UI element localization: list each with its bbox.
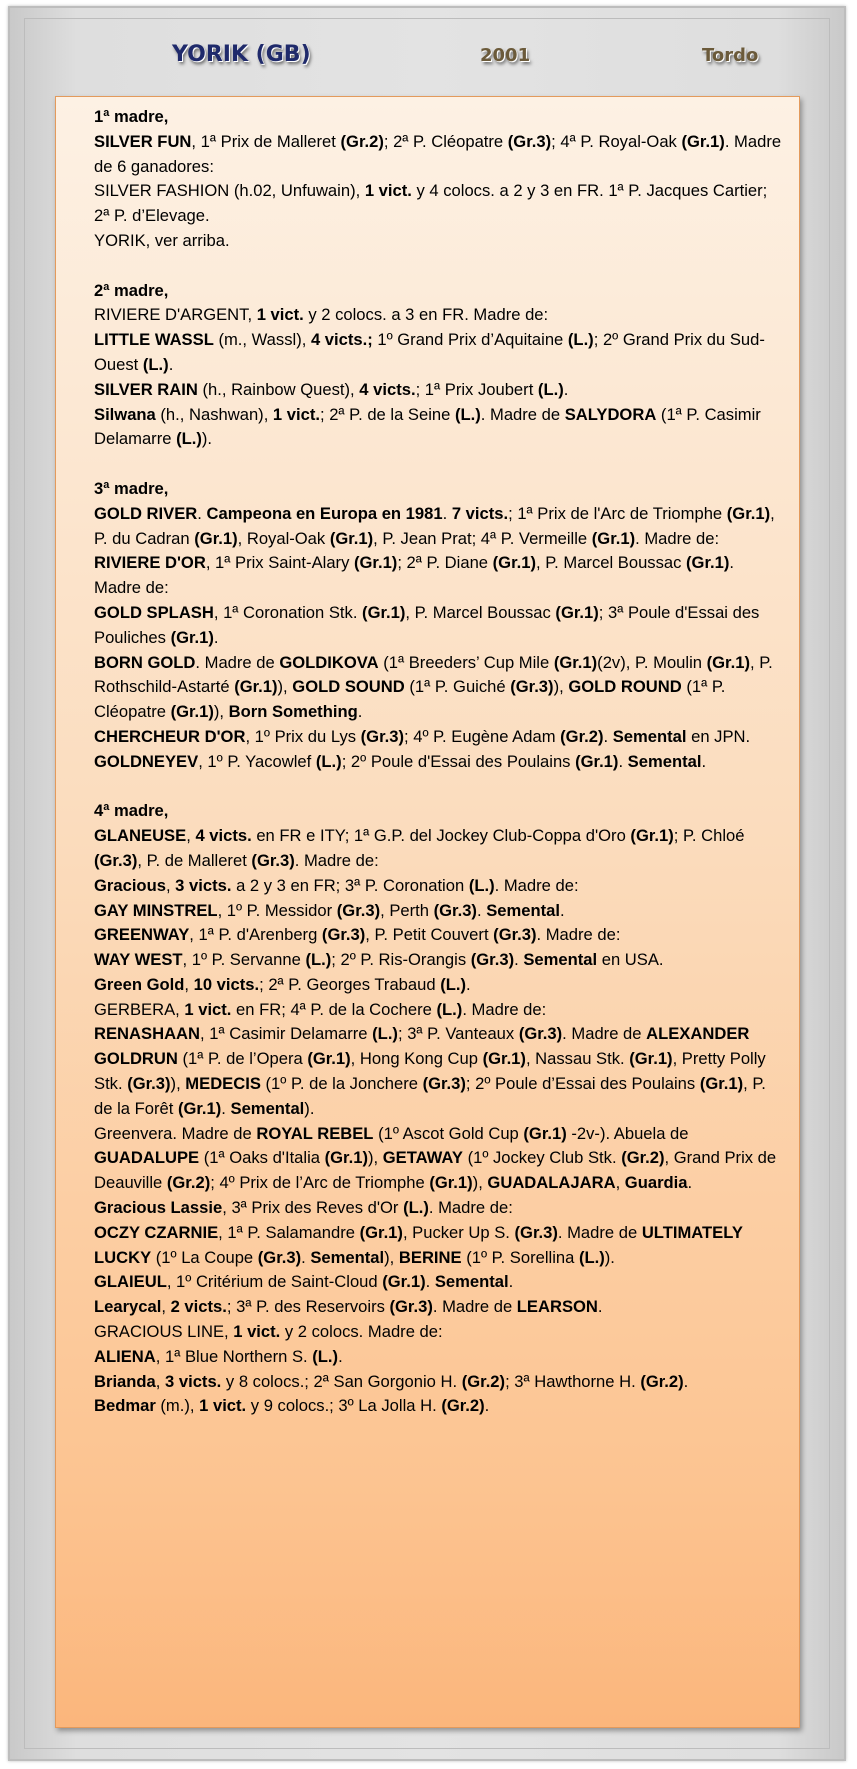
pedigree-line (94, 725, 784, 750)
bold-text: ULTIMATELY LUCKY (94, 1222, 743, 1267)
bold-text: (Gr.1) (630, 826, 674, 846)
text: . Madre de: (536, 925, 621, 945)
pedigree-line (94, 651, 784, 725)
bold-text: (Gr.1) (591, 528, 636, 548)
text: ; 3ª P. des Reservoirs (226, 1297, 390, 1317)
bold-text: (Gr.1) (307, 1049, 351, 1069)
pedigree-line (94, 1022, 784, 1121)
text: ; 3ª P. Vanteaux (397, 1024, 519, 1044)
bold-text: 1 vict. (272, 404, 320, 424)
text: ; 2º Poule d'Essai des Poulains (341, 751, 576, 771)
bold-text: (Gr.1) (362, 602, 406, 622)
text: (h., Nashwan), (155, 404, 273, 424)
bold-text: (Gr.1) (353, 553, 398, 573)
pedigree-line (94, 899, 784, 924)
text: , Nassau Stk. (525, 1049, 630, 1069)
pedigree-line (94, 1295, 784, 1320)
text: . (563, 379, 569, 399)
bold-text: Learycal (94, 1297, 162, 1317)
bold-text: SALYDORA (564, 404, 657, 424)
pedigree-line (94, 179, 784, 229)
bold-text: (L.) (468, 875, 495, 895)
text: . (683, 1371, 689, 1391)
pedigree-line (94, 551, 784, 601)
text: ; 2º Grand Prix du Sud-Ouest (94, 330, 765, 374)
text: (1ª P. Cléopatre (94, 677, 726, 722)
text: . (197, 503, 207, 523)
text: . Madre de: (462, 999, 547, 1019)
bold-text: (Gr.2) (621, 1148, 665, 1168)
text: , 1ª Blue Northern S. (155, 1346, 313, 1366)
text: ; 2ª P. Georges Trabaud (259, 974, 441, 994)
text: . (442, 503, 452, 523)
bold-text: (Gr.1) (555, 602, 599, 622)
text: , P. Rothschild-Astarté (94, 652, 773, 697)
bold-text: (L.) (372, 1024, 398, 1044)
text: , 1º Critérium de Saint-Cloud (166, 1272, 383, 1292)
pedigree-line (94, 1394, 784, 1419)
pedigree-line (94, 998, 784, 1023)
text: ). (604, 1247, 615, 1267)
text: ), (384, 1247, 399, 1267)
text: ; 3ª Hawthorne H. (505, 1371, 641, 1391)
bold-text: 1 vict. (256, 305, 304, 325)
text: GRACIOUS LINE, (94, 1322, 234, 1342)
section-gap (94, 254, 784, 279)
text: . (425, 1272, 435, 1292)
bold-text: Guardia (624, 1173, 688, 1193)
bold-text: (Gr.1) (382, 1272, 426, 1292)
bold-text: (L.) (454, 404, 481, 424)
text: , (615, 1173, 625, 1193)
text: en FR; 4ª P. de la Cochere (231, 999, 437, 1019)
bold-text: (L.) (305, 950, 332, 970)
text: , Royal-Oak (237, 528, 330, 548)
text: . (221, 1098, 231, 1118)
bold-text: (L.) (142, 354, 169, 374)
bold-text: Semental (523, 950, 598, 970)
text: ; 4º Prix de l’Arc de Triomphe (210, 1173, 430, 1193)
bold-text: (L.) (567, 330, 594, 350)
text: (1ª Breeders’ Cup Mile (378, 652, 554, 672)
bold-text: 10 victs. (193, 974, 260, 994)
bold-text: Bedmar (94, 1396, 156, 1416)
bold-text: GOLD SPLASH (94, 602, 214, 622)
bold-text: GAY MINSTREL (94, 900, 218, 920)
bold-text: (Gr.3) (507, 131, 552, 151)
bold-text: (Gr.1) (429, 1173, 473, 1193)
bold-text: GOLD SOUND (292, 677, 405, 697)
bold-text: (Gr.3) (360, 726, 404, 746)
bold-text: 3 victs. (175, 875, 232, 895)
section-title: 3ª madre, (94, 478, 169, 498)
text: ), (472, 1173, 488, 1193)
bold-text: (Gr.2) (640, 1371, 684, 1391)
text: . (466, 974, 471, 994)
pedigree-line (94, 973, 784, 998)
bold-text: 1 vict. (233, 1322, 281, 1342)
pedigree-line (94, 1196, 784, 1221)
text: . (484, 1396, 490, 1416)
bold-text: (Gr.2) (340, 131, 384, 151)
text: a 2 y 3 en FR; 3ª P. Coronation (231, 875, 469, 895)
text: . (559, 900, 565, 920)
section-title: 2ª madre, (94, 280, 169, 300)
bold-text: GOLD ROUND (568, 677, 682, 697)
bold-text: (Gr.3) (470, 950, 515, 970)
bold-text: GUADALUPE (94, 1148, 200, 1168)
bold-text: (Gr.3) (493, 925, 537, 945)
bold-text: (L.) (403, 1198, 429, 1218)
text: . (687, 1173, 693, 1193)
text: . Madre de (557, 1222, 642, 1242)
pedigree-panel (55, 96, 800, 1728)
section-title: 1ª madre, (94, 107, 169, 126)
bold-text: ALEXANDER GOLDRUN (94, 1024, 750, 1069)
text: ), (277, 677, 293, 697)
bold-text: (L.) (436, 999, 463, 1019)
bold-text: (Gr.1) (706, 652, 750, 672)
text: , P. de la Forêt (94, 1074, 766, 1118)
bold-text: (Gr.2) (560, 726, 604, 746)
bold-text: (L.) (440, 974, 467, 994)
bold-text: (Gr.1) (194, 528, 238, 548)
text: ; 2ª P. de la Seine (319, 404, 455, 424)
text: , (184, 974, 194, 994)
bold-text: (Gr.3) (422, 1074, 466, 1094)
text: ; 4º P. Eugène Adam (404, 726, 561, 746)
bold-text: (L.) (537, 379, 564, 399)
text: en JPN. (686, 726, 751, 746)
bold-text: Gracious Lassie (94, 1198, 223, 1218)
bold-text: Gracious (94, 875, 166, 895)
text: , 3ª Prix des Reves d'Or (222, 1198, 404, 1218)
text: y 2 colocs. a 3 en FR. Madre de: (303, 305, 549, 325)
text: GERBERA, (94, 999, 185, 1019)
bold-text: (Gr.1) (359, 1222, 403, 1242)
text: ; 1ª Prix Joubert (415, 379, 538, 399)
text: . Madre de: (428, 1198, 513, 1218)
bold-text: (Gr.1) (170, 627, 214, 647)
text: -2v-). Abuela de (566, 1123, 689, 1143)
pedigree-content (94, 105, 784, 1419)
bold-text: ALIENA (94, 1346, 156, 1366)
bold-text: (Gr.1) (686, 553, 730, 573)
text: 1º Grand Prix d’Aquitaine (372, 330, 568, 350)
bold-text: Born Something (228, 702, 358, 722)
text: . (618, 751, 628, 771)
bold-text: OCZY CZARNIE (94, 1222, 219, 1242)
text: ; P. Chloé (673, 826, 745, 846)
pedigree-line (94, 948, 784, 973)
bold-text: 1 vict. (184, 999, 232, 1019)
bold-text: Silwana (94, 404, 156, 424)
text: , P. Petit Couvert (365, 925, 494, 945)
text: , (165, 875, 176, 895)
text: , 1º P. Servanne (182, 950, 306, 970)
bold-text: LITTLE WASSL (94, 330, 214, 350)
text: . (603, 726, 613, 746)
bold-text: 1 vict. (364, 181, 412, 201)
text: YORIK, ver arriba. (94, 230, 230, 250)
text: , (161, 1297, 171, 1317)
text: (1º La Coupe (151, 1247, 258, 1267)
bold-text: 3 victs. (165, 1371, 222, 1391)
text: . (476, 900, 487, 920)
text: y 2 colocs. Madre de: (280, 1322, 443, 1342)
bold-text: (Gr.1) (329, 528, 374, 548)
text: ; 2º Poule d’Essai des Poulains (465, 1074, 700, 1094)
text: ; 2ª P. Diane (397, 553, 493, 573)
bold-text: (Gr.1) (324, 1148, 368, 1168)
bold-text: GUADALAJARA (487, 1173, 616, 1193)
bold-text: 1 vict. (199, 1396, 247, 1416)
pedigree-line (94, 403, 784, 453)
text: . (301, 1247, 311, 1267)
text: ; 3ª Poule d'Essai des Pouliches (94, 602, 760, 647)
bold-text: WAY WEST (94, 950, 183, 970)
text: Greenvera. Madre de (94, 1123, 257, 1143)
bold-text: GOLDNEYEV (94, 751, 199, 771)
bold-text: (Gr.1) (492, 553, 536, 573)
bold-text: GLAIEUL (94, 1272, 167, 1292)
bold-text: Semental (230, 1098, 305, 1118)
bold-text: CHERCHEUR D'OR (94, 726, 246, 746)
pedigree-line (94, 923, 784, 948)
text: y 4 colocs. a 2 y 3 en FR. 1ª P. Jacques Cartier; 2ª P. d’Elevage. (94, 181, 768, 226)
pedigree-line (94, 824, 784, 874)
text: , Hong Kong Cup (350, 1049, 483, 1069)
bold-text: Semental (612, 726, 687, 746)
bold-text: BORN GOLD (94, 652, 196, 672)
bold-text: (L.) (312, 1346, 339, 1366)
pedigree-line (94, 378, 784, 403)
bold-text: RIVIERE D'OR (94, 553, 206, 573)
pedigree-line (94, 1122, 784, 1196)
text: . Madre de: (94, 553, 734, 598)
text: . (508, 1272, 514, 1292)
text: , P. Marcel Boussac (536, 553, 687, 573)
pedigree-line (94, 1270, 784, 1295)
text: ), (170, 1074, 186, 1094)
text: . Madre de 6 ganadores: (94, 131, 782, 176)
text: (1º Jockey Club Stk. (462, 1148, 622, 1168)
bold-text: (Gr.3) (321, 925, 366, 945)
text: , (155, 1371, 166, 1391)
text: , Pucker Up S. (402, 1222, 515, 1242)
bold-text: (Gr.2) (166, 1173, 211, 1193)
text: (1ª P. Guiché (404, 677, 511, 697)
text: , Grand Prix de Deauville (94, 1148, 777, 1193)
pedigree-line (94, 328, 784, 378)
bold-text: (L.) (578, 1247, 605, 1267)
bold-text: RENASHAAN (94, 1024, 201, 1044)
text: y 9 colocs.; 3º La Jolla H. (246, 1396, 442, 1416)
text: . Madre de (562, 1024, 647, 1044)
bold-text: (Gr.1) (482, 1049, 526, 1069)
bold-text: (Gr.3) (389, 1297, 433, 1317)
bold-text: (Gr.3) (257, 1247, 302, 1267)
pedigree-line (94, 1320, 784, 1345)
bold-text: (Gr.1) (575, 751, 619, 771)
pedigree-line (94, 1345, 784, 1370)
text: , 1ª P. d'Arenberg (189, 925, 322, 945)
text: ), (367, 1148, 383, 1168)
bold-text: Semental (627, 751, 702, 771)
bold-text: (L.) (315, 751, 342, 771)
bold-text: SILVER FUN (94, 131, 192, 151)
text: (1ª Oaks d'Italia (199, 1148, 325, 1168)
pedigree-line (94, 1221, 784, 1271)
text: ), (553, 677, 569, 697)
text: . (213, 627, 219, 647)
bold-text: (Gr.1) (177, 1098, 222, 1118)
pedigree-line (94, 229, 784, 254)
text: . Madre de: (494, 875, 579, 895)
text: , P. du Cadran (94, 503, 775, 548)
bold-text: Brianda (94, 1371, 156, 1391)
text: . (514, 950, 524, 970)
text: ; 2º P. Ris-Orangis (331, 950, 471, 970)
text: , P. de Malleret (137, 850, 252, 870)
text: ; 4ª P. Royal-Oak (551, 131, 682, 151)
bold-text: (Gr.3) (433, 900, 477, 920)
pedigree-line (94, 874, 784, 899)
bold-text: Semental (434, 1272, 509, 1292)
text: . Madre de: (294, 850, 379, 870)
text: . (168, 354, 174, 374)
bold-text: 4 victs. (359, 379, 416, 399)
bold-text: (Gr.1) (726, 503, 771, 523)
text: , 1ª Prix Saint-Alary (205, 553, 354, 573)
bold-text: (Gr.1) (629, 1049, 673, 1069)
bold-text: (Gr.1) (234, 677, 278, 697)
text: RIVIERE D'ARGENT, (94, 305, 257, 325)
text: , 1ª Coronation Stk. (213, 602, 363, 622)
pedigree-line (94, 502, 784, 552)
bold-text: Semental (486, 900, 560, 920)
bold-text: BERINE (398, 1247, 462, 1267)
text: . Madre de (432, 1297, 517, 1317)
text: (2v), P. Moulin (597, 652, 707, 672)
text: (1º Ascot Gold Cup (373, 1123, 524, 1143)
text: (1ª P. Casimir Delamarre (94, 404, 761, 449)
bold-text: (Gr.1) (699, 1074, 744, 1094)
text: , Pretty Polly Stk. (94, 1049, 766, 1094)
section-title: 4ª madre, (94, 801, 169, 821)
text: SILVER FASHION (h.02, Unfuwain), (94, 181, 365, 201)
section-gap (94, 452, 784, 477)
bold-text: Green Gold (94, 974, 185, 994)
text: , 1º Prix du Lys (245, 726, 361, 746)
text: ). (201, 429, 213, 449)
bold-text: (Gr.3) (336, 900, 381, 920)
coat-color: Tordo (702, 45, 759, 66)
bold-text: (L.) (176, 429, 202, 449)
text: . Madre de (480, 404, 565, 424)
text: , 1ª P. Salamandre (218, 1222, 360, 1242)
text: , (186, 826, 196, 846)
text: ), (213, 702, 229, 722)
bold-text: 4 victs.; (310, 330, 373, 350)
text: . (338, 1346, 343, 1366)
text: en FR e ITY; 1ª G.P. del Jockey Club-Coppa d'Oro (251, 826, 631, 846)
bold-text: GOLD RIVER (94, 503, 198, 523)
bold-text: GETAWAY (382, 1148, 463, 1168)
bold-text: (Gr.3) (514, 1222, 558, 1242)
pedigree-line (94, 130, 784, 180)
text: (h., Rainbow Quest), (197, 379, 360, 399)
bold-text: (Gr.3) (94, 850, 138, 870)
text: ). (304, 1098, 315, 1118)
text: ; 1ª Prix de l'Arc de Triomphe (508, 503, 727, 523)
bold-text: MEDECIS (185, 1074, 261, 1094)
bold-text: (Gr.3) (518, 1024, 563, 1044)
text: , Perth (380, 900, 434, 920)
bold-text: LEARSON (516, 1297, 598, 1317)
bold-text: (Gr.1) (523, 1123, 567, 1143)
pedigree-line (94, 750, 784, 775)
bold-text: (Gr.2) (441, 1396, 485, 1416)
bold-text: (Gr.1) (681, 131, 725, 151)
section-gap (94, 775, 784, 800)
text: (m., Wassl), (213, 330, 311, 350)
text: , 1º P. Yacowlef (198, 751, 316, 771)
bold-text: GOLDIKOVA (279, 652, 379, 672)
text: y 8 colocs.; 2ª San Gorgonio H. (221, 1371, 462, 1391)
pedigree-line (94, 1370, 784, 1395)
birth-year: 2001 (480, 45, 531, 66)
text: , P. Marcel Boussac (405, 602, 556, 622)
text: (m.), (155, 1396, 200, 1416)
text: , 1ª Prix de Malleret (191, 131, 341, 151)
bold-text: 2 victs. (170, 1297, 227, 1317)
text: en USA. (597, 950, 664, 970)
text: ; 2ª P. Cléopatre (383, 131, 508, 151)
text: , 1º P. Messidor (217, 900, 337, 920)
bold-text: Campeona en Europa en 1981 (206, 503, 443, 523)
bold-text: (Gr.2) (461, 1371, 506, 1391)
bold-text: 7 victs. (451, 503, 509, 523)
horse-name: YORIK (GB) (172, 42, 311, 67)
pedigree-line (94, 601, 784, 651)
bold-text: (Gr.3) (127, 1074, 171, 1094)
bold-text: (Gr.3) (510, 677, 554, 697)
bold-text: GREENWAY (94, 925, 190, 945)
pedigree-line (94, 303, 784, 328)
bold-text: (Gr.1) (553, 652, 598, 672)
bold-text: Semental (310, 1247, 385, 1267)
text: . Madre de (195, 652, 280, 672)
bold-text: ROYAL REBEL (256, 1123, 374, 1143)
text: , 1ª Casimir Delamarre (200, 1024, 373, 1044)
text: . Madre de: (635, 528, 720, 548)
text: . (597, 1297, 603, 1317)
text: , P. Jean Prat; 4ª P. Vermeille (373, 528, 592, 548)
text: . (701, 751, 707, 771)
bold-text: (Gr.1) (170, 702, 214, 722)
text: (1ª P. de l’Opera (177, 1049, 308, 1069)
bold-text: SILVER RAIN (94, 379, 198, 399)
bold-text: GLANEUSE (94, 826, 187, 846)
text: (1º P. de la Jonchere (260, 1074, 423, 1094)
bold-text: 4 victs. (195, 826, 252, 846)
text: . (357, 702, 363, 722)
bold-text: (Gr.3) (251, 850, 295, 870)
text: (1º P. Sorellina (461, 1247, 579, 1267)
